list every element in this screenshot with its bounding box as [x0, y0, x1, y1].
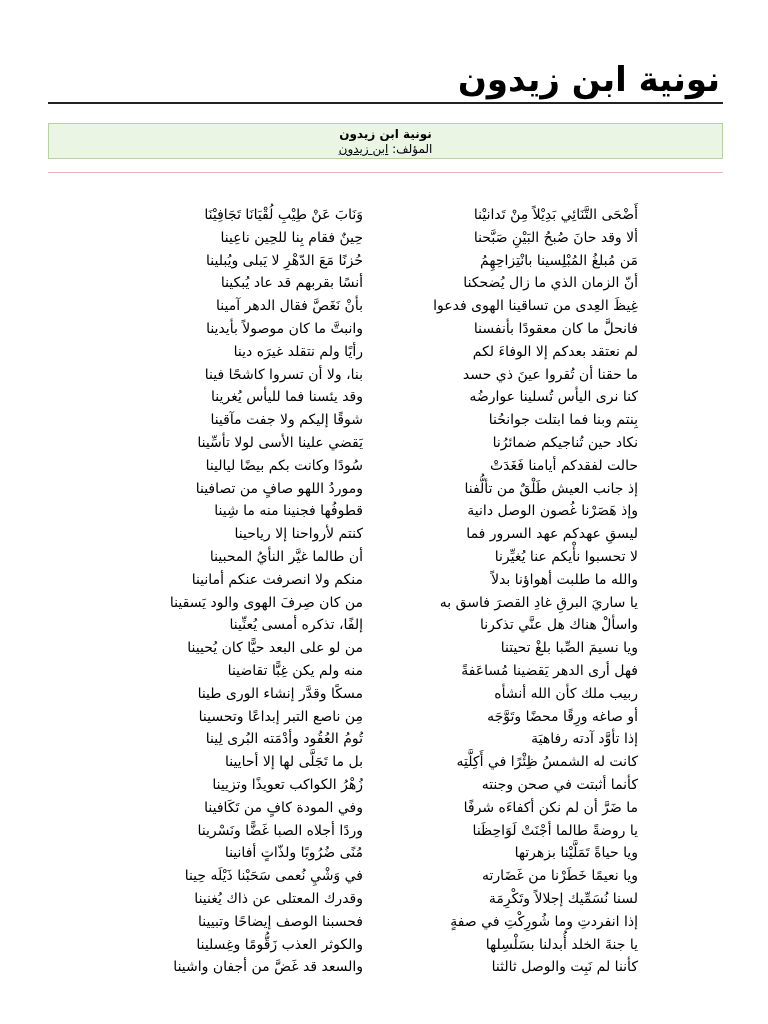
- verse-row: [0, 412, 768, 435]
- verse-row: [0, 503, 768, 526]
- verse-row: [0, 481, 768, 504]
- verse-row: [0, 800, 768, 823]
- author-link[interactable]: ابن زيدون: [338, 142, 389, 156]
- first-hemistich: فهل أرى الدهر يَقضينا مُساعَفةً: [461, 662, 638, 679]
- first-hemistich: فانحلَّ ما كان معقودًا بأنفسنا: [473, 320, 638, 337]
- second-hemistich: والكوثر العذب زَقُّومًا وغِسلينا: [196, 936, 363, 953]
- verse-row: [0, 298, 768, 321]
- verse-row: [0, 389, 768, 412]
- verse-row: [0, 595, 768, 618]
- verse-row: [0, 321, 768, 344]
- verse-row: [0, 823, 768, 846]
- first-hemistich: واسألْ هناك هل عنَّي تذكرنا: [479, 617, 638, 634]
- verse-row: [0, 617, 768, 640]
- first-hemistich: ويا حياةً تَمَلَّيْنا بزهرتها: [514, 845, 638, 862]
- first-hemistich: أو صاغه ورِقًا محضًا وتَوَّجَه: [487, 708, 638, 725]
- verse-row: [0, 435, 768, 458]
- verse-row: [0, 868, 768, 891]
- second-hemistich: تُومُ العُقُود وأدْمَته البُرى لِينا: [205, 731, 363, 748]
- second-hemistich: بنا، ولا أن تسروا كاشحًا فينا: [204, 366, 363, 383]
- author-line: [49, 142, 722, 156]
- second-hemistich: قطوفُها فجنينا منه ما شِينا: [214, 503, 363, 520]
- first-hemistich: كنا نرى اليأس تُسلينا عوارضُه: [469, 389, 638, 406]
- verse-row: [0, 549, 768, 572]
- section-divider: [48, 172, 723, 173]
- page-title: نونية ابن زيدون: [457, 60, 720, 100]
- verse-row: [0, 207, 768, 230]
- verse-row: [0, 230, 768, 253]
- poem-title: نونية ابن زيدون: [339, 127, 432, 141]
- first-hemistich: إذ جانب العيش طَلْقٌ من تألُّفنا: [464, 480, 638, 497]
- first-hemistich: لم نعتقد بعدكم إلا الوفاءَ لكم: [472, 343, 638, 360]
- second-hemistich: إلفًا، تذكره أمسى يُعنِّينا: [229, 617, 363, 634]
- first-hemistich: نكاد حين تُناجيكم ضمائرُنا: [492, 434, 638, 451]
- second-hemistich: وقدرك المعتلى عن ذاك يُغنينا: [194, 890, 363, 907]
- first-hemistich: إذا انفردتِ وما شُورِكْتِ في صفةٍ: [450, 913, 638, 930]
- verse-row: [0, 914, 768, 937]
- first-hemistich: ما حقنا أن تُقروا عينَ ذي حسد: [462, 366, 638, 383]
- verse-row: [0, 731, 768, 754]
- second-hemistich: بل ما تَجَلَّى لها إلا أحايينا: [224, 754, 363, 771]
- verse-row: [0, 959, 768, 982]
- first-hemistich: أَضْحَى التَّنَائِي بَدِيْلاً مِنْ تَدانيْنا: [473, 207, 638, 223]
- second-hemistich: حُزنًا مَعَ الدّهْرِ لا يَبلى ويُبلينا: [206, 252, 363, 269]
- verse-row: [0, 937, 768, 960]
- verse-row: [0, 458, 768, 481]
- first-hemistich: يا جنةَ الخلد أُبدلنا بسَلْسِلها: [485, 936, 638, 953]
- first-hemistich: كانت له الشمسُ ظِئْرًا في أَكِلَّتِه: [456, 754, 638, 771]
- verse-row: [0, 367, 768, 390]
- first-hemistich: وإذ هَصَرْنا غُصون الوصل دانية: [467, 503, 638, 520]
- second-hemistich: وقد يئسنا فما لليأس يُغرينا: [211, 389, 363, 406]
- first-hemistich: إذا تأوَّد آدته رفاهيَة: [531, 731, 638, 748]
- second-hemistich: رأيًا ولم نتقلد غيرَه دينا: [233, 343, 363, 360]
- second-hemistich: وانبتَّ ما كان موصولاً بأيدينا: [206, 320, 363, 337]
- verse-row: [0, 572, 768, 595]
- second-hemistich: مِن ناصع التبر إبداعًا وتحسينا: [198, 708, 363, 725]
- first-hemistich: لا تحسبوا نأْيكم عنا يُغيِّرنا: [494, 548, 638, 565]
- second-hemistich: مسكًا وقدَّر إنشاء الورى طينا: [197, 685, 363, 702]
- second-hemistich: منه ولم يكن غِبًّا تقاضينا: [227, 662, 363, 679]
- second-hemistich: فحسبنا الوصف إيضاحًا وتبيينا: [198, 913, 363, 930]
- first-hemistich: يا ساريَ البرقِ غادِ القصرَ فاسق به: [439, 594, 638, 611]
- verse-row: [0, 640, 768, 663]
- second-hemistich: وردًا أجلاه الصبا غَضًّا ونَسْرينا: [197, 822, 363, 839]
- second-hemistich: حِينٌ فقام بِنا للحِين ناعِينا: [220, 229, 363, 246]
- second-hemistich: منكم ولا انصرفت عنكم أمانينا: [191, 571, 363, 588]
- verse-row: [0, 754, 768, 777]
- second-hemistich: زُهْرُ الكواكب تعويذًا وتزيينا: [212, 776, 363, 793]
- verse-row: [0, 777, 768, 800]
- first-hemistich: والله ما طلبت أهواؤنا بدلاً: [491, 571, 638, 588]
- second-hemistich: وموردُ اللهو صافٍ من تصافينا: [195, 480, 363, 497]
- second-hemistich: يَقضي علينا الأسى لولا تأسِّينا: [197, 434, 363, 451]
- first-hemistich: كأنما أثبتت في صحن وجنته: [481, 776, 638, 793]
- second-hemistich: كنتم لأرواحنا إلا رياحينا: [234, 526, 363, 543]
- first-hemistich: بِنتم وبنا فما ابتلت جوانحُنا: [488, 412, 638, 429]
- first-hemistich: ليسقِ عهدكم عهد السرور فما: [466, 526, 638, 543]
- first-hemistich: ويا نعيمًا خَطَرْنا من غَضَارته: [481, 868, 638, 885]
- first-hemistich: يا روضةً طالما أجْنَتْ لَوَاحِظَنا: [472, 822, 638, 839]
- first-hemistich: ما ضَرَّ أن لم نكن أكفاءَه شرفًا: [463, 799, 638, 816]
- poem-body: [0, 207, 768, 982]
- verse-row: [0, 344, 768, 367]
- first-hemistich: ويا نسيمَ الصِّبا بلغْ تحيتنا: [500, 640, 638, 657]
- second-hemistich: وفي المودة كافٍ من تَكَافينا: [204, 799, 363, 816]
- first-hemistich: كأننا لم نَبِت والوصل ثالثنا: [491, 959, 638, 976]
- second-hemistich: من كان صِرفَ الهوى والود يَسقينا: [169, 594, 363, 611]
- first-hemistich: لسنا نُسَمِّيك إجلالاً وتَكْرِمَة: [488, 890, 638, 907]
- second-hemistich: وَنَابَ عَنْ طِيْبِ لُقْيَانَا تَجَافِيْنَا: [204, 207, 363, 223]
- verse-row: [0, 253, 768, 276]
- second-hemistich: من لو على البعد حيًّا كان يُحيينا: [187, 640, 363, 657]
- first-hemistich: غِيظَ العِدى من تساقينا الهوى فدعوا: [433, 298, 638, 315]
- first-hemistich: أنّ الزمان الذي ما زال يُضحكنا: [463, 275, 638, 292]
- verse-row: [0, 891, 768, 914]
- verse-row: [0, 709, 768, 732]
- second-hemistich: أن طالما غيَّر النأيُ المحبينا: [209, 548, 363, 565]
- second-hemistich: مُنًى ضُرُوبًا ولذّاتٍ أفانينا: [224, 845, 363, 862]
- first-hemistich: حالت لفقدكم أيامنا فَغَدَتْ: [489, 457, 638, 474]
- author-label: المؤلف:: [392, 142, 433, 156]
- second-hemistich: سُودًا وكانت بكم بيضًا ليالينا: [205, 457, 363, 474]
- second-hemistich: في وَشْيِ نُعمى سَحَبْنا ذَيْلَه حِينا: [184, 868, 363, 885]
- verse-row: [0, 526, 768, 549]
- title-divider: [48, 102, 723, 104]
- first-hemistich: مَن مُبلغُ المُبْلِسينا بانْتِزاحِهِمُ: [480, 252, 638, 269]
- verse-row: [0, 663, 768, 686]
- poem-info-box: [48, 123, 723, 159]
- verse-row: [0, 686, 768, 709]
- second-hemistich: شوقًا إليكم ولا جفت مآقينا: [210, 412, 363, 429]
- first-hemistich: ألا وقد حانَ صُبحُ البَيْنِ صَبَّحنا: [473, 229, 638, 246]
- second-hemistich: أنسًا بقربهم قد عاد يُبكينا: [220, 275, 363, 292]
- second-hemistich: بأنْ نَغَصَّ فقال الدهر آمينا: [216, 298, 363, 315]
- first-hemistich: ربيب ملك كأن الله أنشأه: [494, 685, 638, 702]
- second-hemistich: والسعد قد غَضَّ من أجفان واشينا: [173, 959, 363, 976]
- verse-row: [0, 845, 768, 868]
- verse-row: [0, 275, 768, 298]
